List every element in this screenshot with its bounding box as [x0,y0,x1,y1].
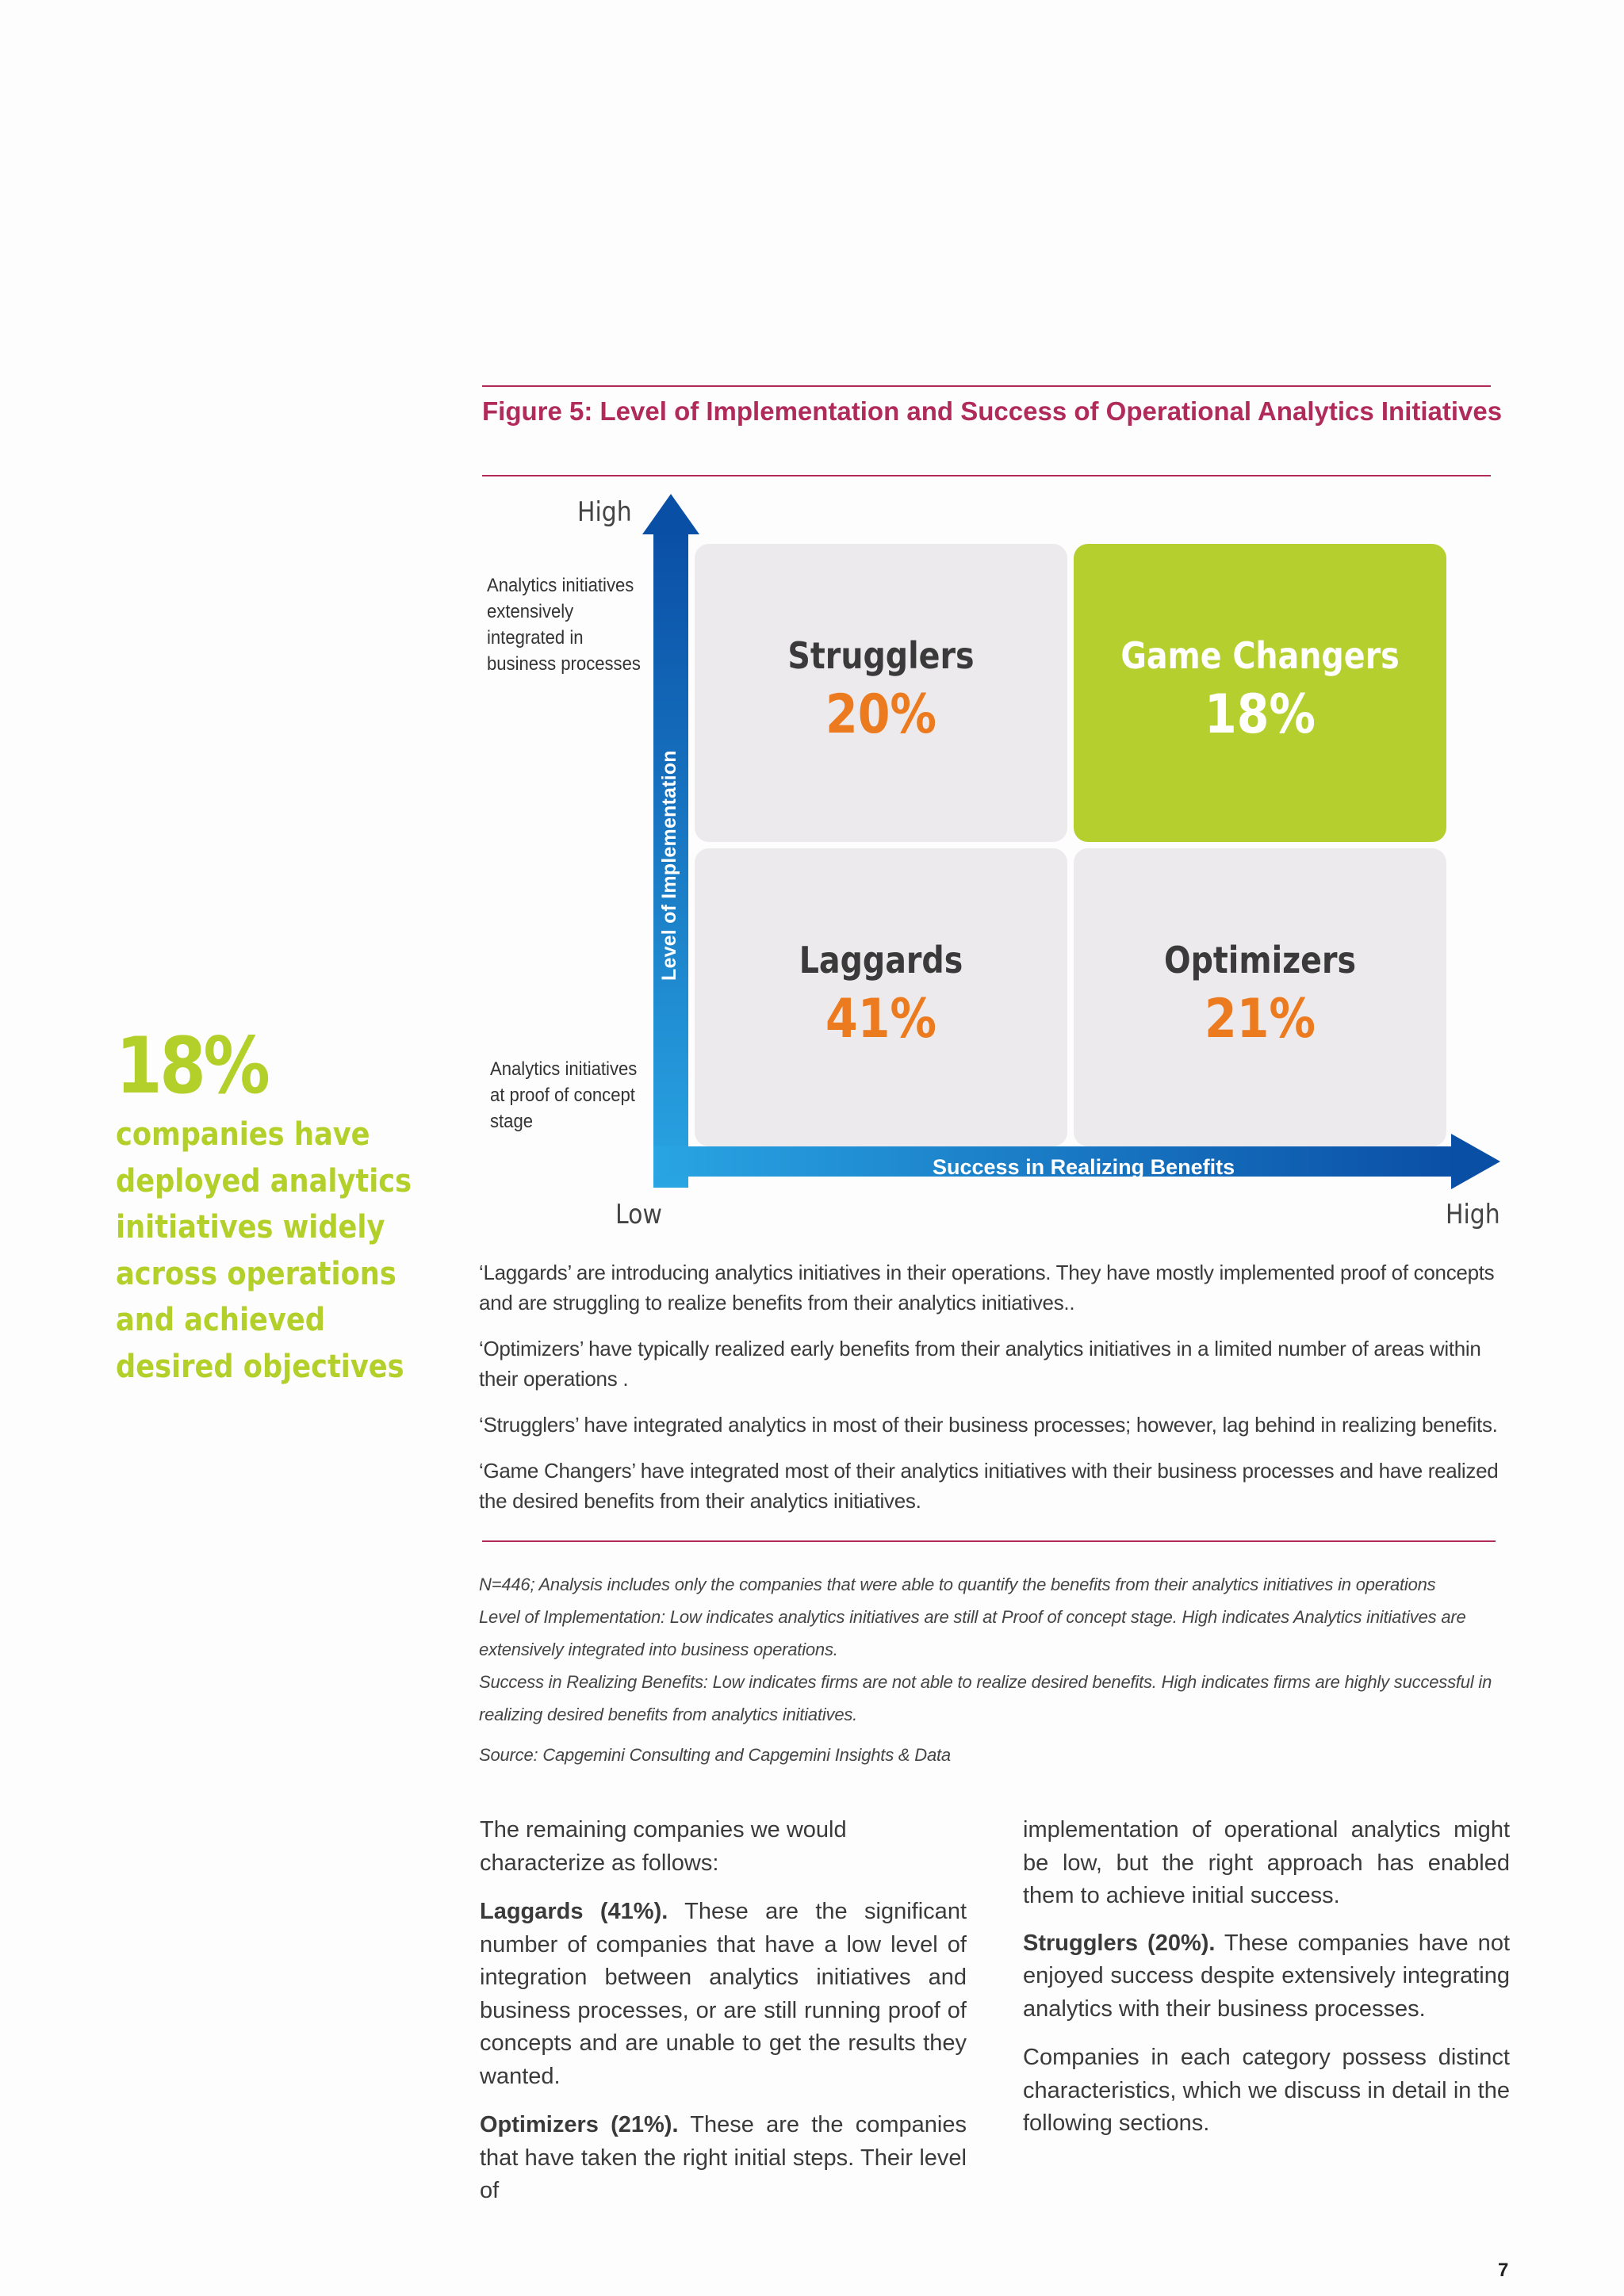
figure-notes [479,1568,1510,1771]
quadrant-game-changers [1074,544,1446,842]
note-success: Success in Realizing Benefits: Low indicates firms are not able to realize desired benefits. High indicates firms are highly successful in realizing desired benefits from analytics initiatives. [479,1672,1492,1724]
y-axis-high-note: Analytics initiatives extensively integrated in business processes [487,575,641,675]
title-rule-top [482,385,1491,387]
y-axis-arrowhead [642,494,699,534]
page-number: 7 [1498,2260,1509,2281]
quadrant-name: Optimizers [1163,939,1357,982]
quadrant-optimizers [1074,848,1446,1146]
sidebar-callout [116,1023,433,1390]
laggards-label: Laggards (41%). [480,1899,668,1924]
figure-source: Source: Capgemini Consulting and Capgemini Insights & Data [479,1745,951,1765]
quadrant-laggards [695,848,1067,1146]
body-column-right [1023,1814,1510,2156]
quadrant-percent: 18% [1205,683,1316,746]
quadrant-strugglers [695,544,1067,842]
x-axis-high-label: High [1446,1199,1500,1230]
y-axis-title: Level of Implementation [658,750,680,981]
optimizers-label: Optimizers (21%). [480,2112,679,2137]
quadrant-percent: 41% [825,988,936,1050]
quadrant-percent: 21% [1205,988,1316,1050]
quadrant-descriptions [479,1257,1510,1532]
body-column-left [480,1814,967,2224]
y-axis-low-note: Analytics initiatives at proof of concept stage [490,1058,638,1132]
quadrant-name: Strugglers [787,634,975,677]
note-implementation: Level of Implementation: Low indicates analytics initiatives are still at Proof of concept stage. High indicates Analytics initiatives are extensively integrated into business operations. [479,1607,1466,1659]
x-axis-arrowhead [1451,1134,1500,1189]
callout-text: companies have deployed analytics initiatives widely across operations and achieved desired objectives [116,1116,412,1385]
quadrant-name: Game Changers [1120,634,1400,677]
x-axis-title: Success in Realizing Benefits [933,1155,1235,1179]
strugglers-label: Strugglers (20%). [1023,1930,1216,1956]
title-rule-bottom [482,475,1491,476]
optimizers-text: These are the companies that have taken the right initial steps. Their level of [480,2112,967,2203]
description-laggards: ‘Laggards’ are introducing analytics initiatives in their operations. They have mostly implemented proof of concepts and are struggling to realize benefits from their analytics initiatives.. [479,1261,1495,1314]
body-laggards [480,1896,967,2093]
quadrant-name: Laggards [799,939,963,982]
body-optimizers-continued: implementation of operational analytics might be low, but the right approach has enabled them to achieve initial success. [1023,1817,1510,1908]
body-strugglers [1023,1927,1510,2026]
note-sample: N=446; Analysis includes only the companies that were able to quantify the benefits from their analytics initiatives in operations [479,1575,1436,1594]
description-game-changers: ‘Game Changers’ have integrated most of their analytics initiatives with their business processes and have realized the desired benefits from their analytics initiatives. [479,1459,1499,1513]
callout-number: 18% [116,1021,268,1112]
laggards-text: These are the significant number of companies that have a low level of integration between analytics initiatives and business processes, or are still running proof of concepts and are unable to get the results they wanted. [480,1899,967,2089]
strugglers-text: These companies have not enjoyed success despite extensively integrating analytics with their business processes. [1023,1930,1510,2022]
description-strugglers: ‘Strugglers’ have integrated analytics in most of their business processes; however, lag behind in realizing benefits. [479,1413,1498,1437]
x-axis-low-label: Low [615,1199,662,1230]
notes-rule [482,1540,1496,1542]
quadrant-percent: 20% [825,683,936,746]
description-optimizers: ‘Optimizers’ have typically realized early benefits from their analytics initiatives in a limited number of areas within their operations . [479,1337,1481,1391]
body-optimizers [480,2109,967,2208]
body-closing: Companies in each category possess distinct characteristics, which we discuss in detail in the following sections. [1023,2045,1510,2136]
body-intro: The remaining companies we would characterize as follows: [480,1817,847,1876]
y-axis-high-label: High [577,496,632,528]
figure-title: Figure 5: Level of Implementation and Success of Operational Analytics Initiatives [482,396,1503,426]
quadrant-matrix [482,485,1505,1230]
